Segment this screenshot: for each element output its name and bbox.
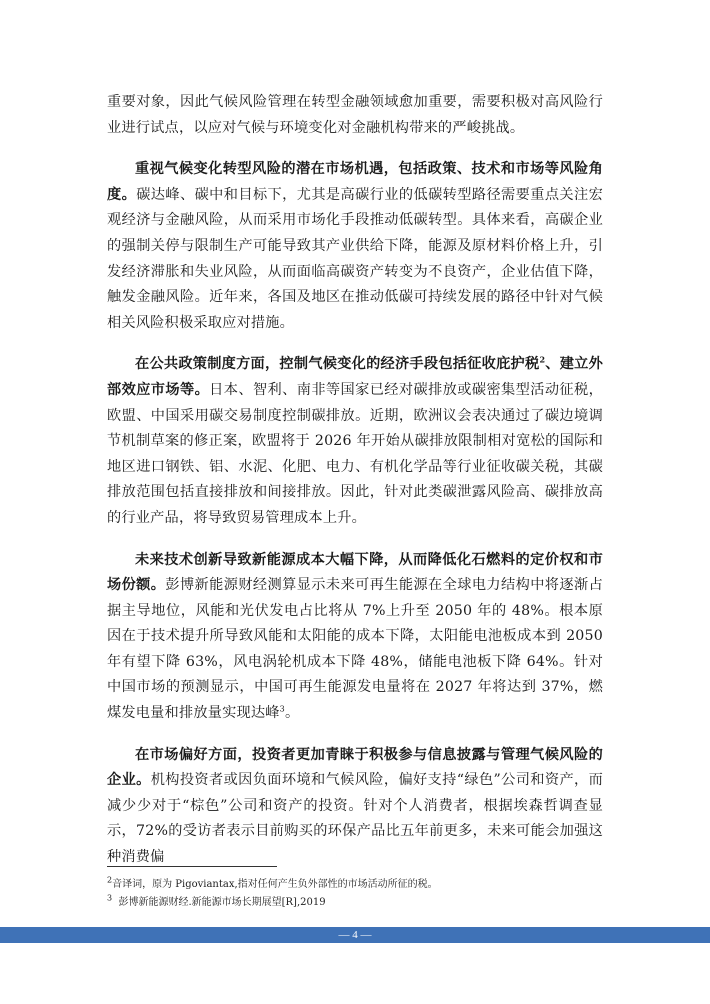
paragraph-1 bbox=[107, 90, 603, 141]
footnote-2-mark: 2 bbox=[107, 875, 113, 885]
paragraph-3-text: 日本、智利、南非等国家已经对碳排放或碳密集型活动征税，欧盟、中国采用碳交易制度控制碳排放。近期，欧洲议会表决通过了碳边境调节机制草案的修正案，欧盟将于 2026 年开始从碳排放限制相对宽松的国际和地区进口钢铁、铝、水泥、化肥、电力、有机化学品等行业征收碳关税，其碳排放范围包括直接排放和间接排放。因此，针对此类碳泄露风险高、碳排放高的行业产品，将导致贸易管理成本上升。 bbox=[107, 381, 604, 526]
paragraph-5 bbox=[107, 743, 603, 871]
paragraph-4 bbox=[107, 548, 603, 727]
paragraph-2-text: 碳达峰、碳中和目标下，尤其是高碳行业的低碳转型路径需要重点关注宏观经济与金融风险，从而采用市场化手段推动低碳转型。具体来看，高碳企业的强制关停与限制生产可能导致其产业供给下降，能源及原材料价格上升，引发经济滞胀和失业风险，从而面临高碳资产转变为不良资产，企业估值下降，触发金融风险。近年来，各国及地区在推动低碳可持续发展的路径中针对气候相关风险积极采取应对措施。 bbox=[107, 186, 604, 331]
paragraph-1-text: 重要对象，因此气候风险管理在转型金融领域愈加重要，需要积极对高风险行业进行试点，以应对气候与环境变化对金融机构带来的严峻挑战。 bbox=[107, 94, 603, 136]
footer-band bbox=[0, 927, 710, 943]
paragraph-3 bbox=[107, 352, 603, 531]
paragraph-2 bbox=[107, 157, 603, 336]
paragraph-2-lead: 重视气候变化转型风险的潜在市场机遇，包括政策、技术和市场等风险角度。 bbox=[107, 161, 603, 203]
footnote-2 bbox=[107, 876, 607, 894]
footnote-2-text: 音译词，原为 Pigoviantax,指对任何产生负外部性的市场活动所征的税。 bbox=[112, 879, 438, 890]
paragraph-3-lead-a: 在公共政策制度方面，控制气候变化的经济手段包括征收庇护税 bbox=[135, 356, 540, 373]
paragraph-5-text: 机构投资者或因负面环境和气候风险，偏好支持“绿色”公司和资产，而减少少对于“棕色”公司和资产的投资。针对个人消费者，根据埃森哲调查显示，72%的受访者表示目前购买的环保产品比五年前更多，未来可能会加强这种消费偏 bbox=[107, 772, 603, 866]
footnote-ref-2[interactable]: 2 bbox=[539, 354, 546, 365]
footnote-3 bbox=[107, 894, 607, 912]
paragraph-5-lead: 在市场偏好方面，投资者更加青睐于积极参与信息披露与管理气候风险的企业。 bbox=[107, 746, 603, 789]
footnote-3-mark: 3 bbox=[107, 893, 113, 903]
footnote-ref-3[interactable]: 3 bbox=[279, 704, 285, 714]
footnote-3-text: 彭博新能源财经.新能源市场长期展望[R],2019 bbox=[118, 897, 326, 908]
paragraph-3-lead-b: 、建立外部效应市场等。 bbox=[107, 356, 603, 398]
footnote-divider bbox=[107, 866, 277, 867]
paragraph-4-text: 彭博新能源财经测算显示未来可再生能源在全球电力结构中将逐渐占据主导地位，风能和光伏发电占比将从 7%上升至 2050 年的 48%。根本原因在于技术提升所导致风能和太阳能的成本下降，太阳能电池板成本到 2050 年有望下降 63%，风电涡轮机成本下降 48%，储能电池板下降 64%。针对中国市场的预测显示，中国可再生能源发电量将在 2027 年将达到 37%，燃煤发电量和排放量实现达峰 bbox=[107, 577, 603, 722]
page-number: — 4 — bbox=[338, 929, 372, 941]
paragraph-4-tail: 。 bbox=[284, 705, 300, 722]
body-text bbox=[107, 90, 603, 871]
paragraph-4-lead: 未来技术创新导致新能源成本大幅下降，从而降低化石燃料的定价权和市场份额。 bbox=[107, 551, 603, 594]
footnotes bbox=[107, 876, 607, 912]
